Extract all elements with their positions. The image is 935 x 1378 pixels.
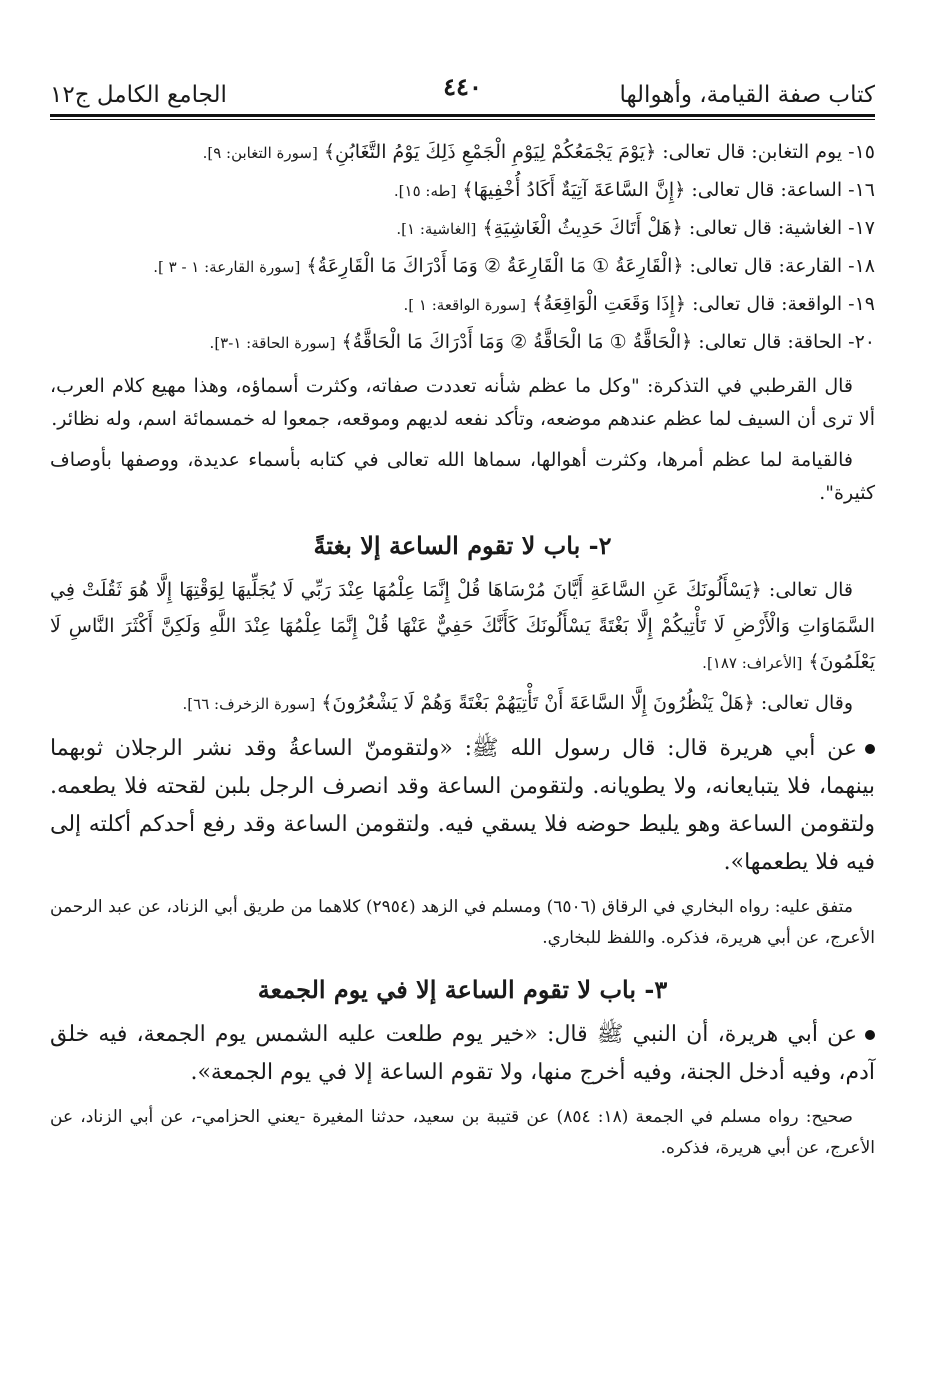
list-item <box>50 210 875 248</box>
verse-source: [سورة الزخرف: ٦٦]. <box>182 695 316 713</box>
names-list <box>50 134 875 362</box>
list-item-text: ٢٠- الحاقة: قال تعالى: ﴿الْحَاقَّةُ ① مَا الْحَاقَّةُ ② وَمَا أَدْرَاكَ مَا الْحَاقَّةُ﴾ <box>341 331 875 353</box>
qurtubi-quote-paragraph: قال القرطبي في التذكرة: "وكل ما عظم شأنه تعددت صفاته، وكثرت أسماؤه، وهذا مهيع كلام العرب، ألا ترى أن السيف لما عظم عندهم موضعه، وتأكد نفعه لديهم وموقعه، جمعوا له خمسمائة اسم، وله نظائر. <box>50 375 875 430</box>
list-item-source: [سورة الواقعة: ١ ]. <box>403 296 526 314</box>
hadith-takhrij: صحيح: رواه مسلم في الجمعة (١٨: ٨٥٤) عن قتيبة بن سعيد، حدثنا المغيرة -يعني الحزامي-، عن أبي الزناد، عن الأعرج، عن أبي هريرة، فذكره. <box>50 1107 875 1158</box>
hadith-body: عن أبي هريرة، أن النبي ﷺ قال: «خير يوم طلعت عليه الشمس يوم الجمعة، فيه خلق آدم، وفيه أدخل الجنة، وفيه أخرج منها، ولا تقوم الساعة إلا في يوم الجمعة». <box>50 1022 875 1085</box>
list-item-source: [طه: ١٥]. <box>393 182 457 200</box>
page-number: ٤٤٠ <box>443 72 482 101</box>
header-rule-thick <box>50 114 875 117</box>
section-heading: ٣- باب لا تقوم الساعة إلا في يوم الجمعة <box>257 975 668 1004</box>
quran-verse <box>50 572 875 681</box>
hadith-takhrij: متفق عليه: رواه البخاري في الرقاق (٦٥٠٦) ومسلم في الزهد (٢٩٥٤) كلاهما من طريق أبي الزناد، عن عبد الرحمن الأعرج، عن أبي هريرة، فذكره. واللفظ للبخاري. <box>50 897 875 948</box>
hadith-body: عن أبي هريرة قال: قال رسول الله ﷺ: «ولتقومنّ الساعةُ وقد نشر الرجلان ثوبهما بينهما، فلا يتبايعانه، ولا يطويانه. ولتقومن الساعة وقد انصرف الرجل بلبن لقحته فلا يطعمه. ولتقومن الساعة وهو يليط حوضه فلا يسقي فيه. ولتقومن الساعة وقد رفع أحدكم أكلته إلى فيه فلا يطعمها». <box>50 736 875 875</box>
section-heading: ٢- باب لا تقوم الساعة إلا بغتةً <box>313 531 612 560</box>
list-item-source: [سورة التغابن: ٩]. <box>202 144 318 162</box>
verse-source: [الأعراف: ١٨٧]. <box>702 654 803 672</box>
bullet-icon <box>865 744 875 754</box>
list-item <box>50 286 875 324</box>
list-item-text: ١٥- يوم التغابن: قال تعالى: ﴿يَوْمَ يَجْمَعُكُمْ لِيَوْمِ الْجَمْعِ ذَلِكَ يَوْمُ التَّغَابُنِ﴾ <box>323 141 875 163</box>
list-item <box>50 172 875 210</box>
page-header <box>50 66 875 110</box>
book-page <box>50 66 875 1164</box>
list-item <box>50 134 875 172</box>
list-item-text: ١٩- الواقعة: قال تعالى: ﴿إِذَا وَقَعَتِ الْوَاقِعَةُ﴾ <box>532 293 875 315</box>
list-item <box>50 248 875 286</box>
list-item-source: [سورة القارعة: ١ - ٣ ]. <box>153 258 301 276</box>
list-item-text: ١٨- القارعة: قال تعالى: ﴿الْقَارِعَةُ ① مَا الْقَارِعَةُ ② وَمَا أَدْرَاكَ مَا الْقَارِعَةُ﴾ <box>306 255 875 277</box>
verse-text: وقال تعالى: ﴿هَلْ يَنْظُرُونَ إِلَّا السَّاعَةَ أَنْ تَأْتِيَهُمْ بَغْتَةً وَهُمْ لَا يَشْعُرُونَ﴾ <box>321 692 853 714</box>
hadith-text <box>50 730 875 882</box>
quran-verse <box>50 685 875 722</box>
qiyama-names-paragraph: فالقيامة لما عظم أمرها، وكثرت أهوالها، سماها الله تعالى في كتابه بأسماء عديدة، ووصفها بأوصاف كثيرة". <box>50 449 875 504</box>
header-rule-thin <box>50 119 875 120</box>
list-item-source: [الغاشية: ١]. <box>396 220 477 238</box>
chapter-title: كتاب صفة القيامة، وأهوالها <box>619 82 875 108</box>
book-title: الجامع الكامل ج١٢ <box>50 82 227 108</box>
list-item <box>50 324 875 362</box>
hadith-text <box>50 1016 875 1092</box>
verse-text: قال تعالى: ﴿يَسْأَلُونَكَ عَنِ السَّاعَةِ أَيَّانَ مُرْسَاهَا قُلْ إِنَّمَا عِلْمُهَا عِنْدَ رَبِّي لَا يُجَلِّيهَا لِوَقْتِهَا إِلَّا هُوَ ثَقُلَتْ فِي السَّمَاوَاتِ وَالْأَرْضِ لَا تَأْتِيكُمْ إِلَّا بَغْتَةً يَسْأَلُونَكَ كَأَنَّكَ حَفِيٌّ عَنْهَا قُلْ إِنَّمَا عِلْمُهَا عِنْدَ اللَّهِ وَلَكِنَّ أَكْثَرَ النَّاسِ لَا يَعْلَمُونَ﴾ <box>50 579 875 673</box>
list-item-text: ١٧- الغاشية: قال تعالى: ﴿هَلْ أَتَاكَ حَدِيثُ الْغَاشِيَةِ﴾ <box>482 217 875 239</box>
list-item-text: ١٦- الساعة: قال تعالى: ﴿إِنَّ السَّاعَةَ آتِيَةٌ أَكَادُ أُخْفِيهَا﴾ <box>462 179 875 201</box>
list-item-source: [سورة الحاقة: ١-٣]. <box>209 334 336 352</box>
bullet-icon <box>865 1030 875 1040</box>
